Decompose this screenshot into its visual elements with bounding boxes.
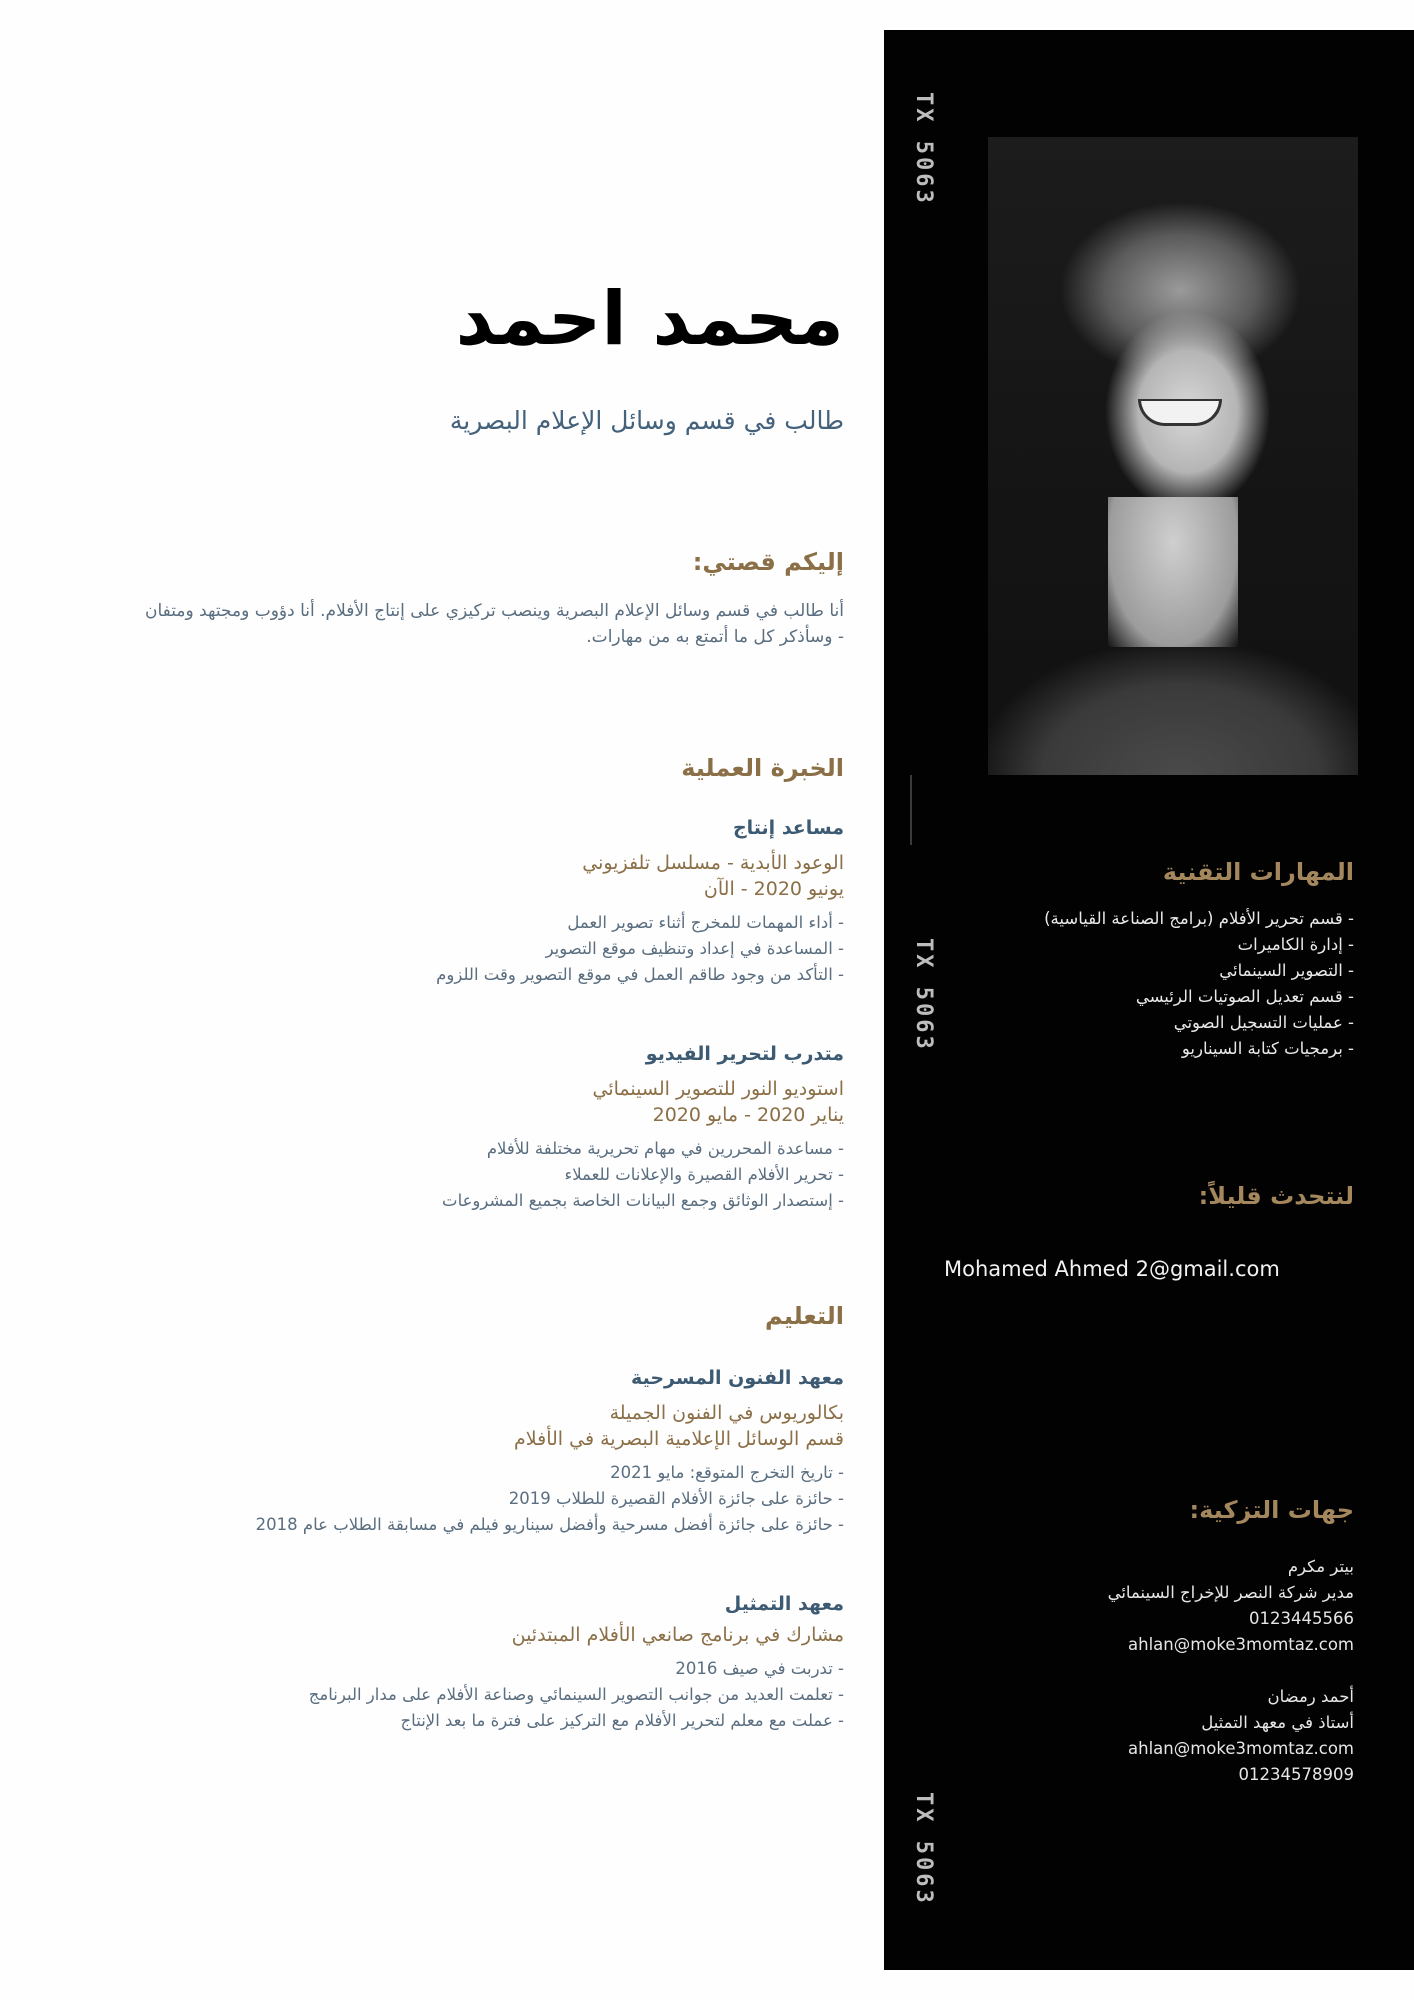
profile-photo <box>988 137 1358 775</box>
job-bullets <box>60 910 844 988</box>
job-entry <box>60 814 844 988</box>
tagline: طالب في قسم وسائل الإعلام البصرية <box>449 406 844 435</box>
skill-item: - برمجيات كتابة السيناريو <box>1181 1039 1354 1058</box>
film-marker: TX 5063 <box>911 1792 936 1906</box>
job-bullets <box>60 1136 844 1214</box>
spacer <box>1108 1658 1354 1684</box>
degree: مشارك في برنامج صانعي الأفلام المبتدئين <box>511 1624 844 1646</box>
education-bullets <box>60 1656 844 1734</box>
film-marker: TX 5063 <box>911 938 936 1052</box>
degree: بكالوريوس في الفنون الجميلة <box>609 1402 844 1424</box>
person-name: محمد احمد <box>455 276 844 362</box>
reference-email-link[interactable]: ahlan@moke3momtaz.com <box>1128 1635 1354 1654</box>
job-org: الوعود الأبدية - مسلسل تلفزيوني <box>582 852 844 874</box>
story-text <box>60 598 844 650</box>
education-bullets <box>60 1460 844 1538</box>
skills-list <box>1044 906 1354 1062</box>
reference-phone: 01234578909 <box>1238 1765 1354 1784</box>
bullet: - تاريخ التخرج المتوقع: مايو 2021 <box>610 1463 844 1482</box>
job-title: مساعد إنتاج <box>732 817 844 839</box>
bullet: - تحرير الأفلام القصيرة والإعلانات للعملاء <box>564 1165 844 1184</box>
job-dates: يونيو 2020 - الآن <box>703 878 844 900</box>
film-marker: TX 5063 <box>911 92 936 206</box>
sidebar-panel <box>884 30 1414 1970</box>
education-entry <box>60 1364 844 1538</box>
references-list <box>1108 1554 1354 1788</box>
reference-role: أستاذ في معهد التمثيل <box>1201 1713 1354 1732</box>
bullet: - التأكد من وجود طاقم العمل في موقع التصوير وقت اللزوم <box>436 965 844 984</box>
bullet: - حائزة على جائزة الأفلام القصيرة للطلاب 2019 <box>508 1489 844 1508</box>
skill-item: - عمليات التسجيل الصوتي <box>1173 1013 1354 1032</box>
bullet: - المساعدة في إعداد وتنظيف موقع التصوير <box>545 939 844 958</box>
school-name: معهد الفنون المسرحية <box>631 1367 844 1389</box>
film-scratch <box>910 775 912 845</box>
story-line: - وسأذكر كل ما أتمتع به من مهارات. <box>586 627 844 647</box>
education-entry <box>60 1590 844 1734</box>
skills-heading: المهارات التقنية <box>1162 858 1354 886</box>
experience-heading: الخبرة العملية <box>681 754 844 782</box>
bullet: - مساعدة المحررين في مهام تحريرية مختلفة للأفلام <box>486 1139 844 1158</box>
reference-name: أحمد رمضان <box>1267 1687 1354 1706</box>
school-name: معهد التمثيل <box>724 1593 844 1615</box>
reference-email-link[interactable]: ahlan@moke3momtaz.com <box>1128 1739 1354 1758</box>
references-heading: جهات التزكية: <box>1189 1496 1354 1524</box>
skill-item: - قسم تعديل الصوتيات الرئيسي <box>1135 987 1354 1006</box>
skill-item: - قسم تحرير الأفلام (برامج الصناعة القياسية) <box>1044 909 1354 928</box>
bullet: - حائزة على جائزة أفضل مسرحية وأفضل سيناريو فيلم في مسابقة الطلاب عام 2018 <box>255 1515 844 1534</box>
job-dates: يناير 2020 - مايو 2020 <box>652 1104 844 1126</box>
skill-item: - إدارة الكاميرات <box>1237 935 1354 954</box>
photo-smile <box>1138 399 1222 426</box>
photo-figure <box>1108 497 1238 647</box>
bullet: - إستصدار الوثائق وجمع البيانات الخاصة بجميع المشروعات <box>442 1191 844 1210</box>
bullet: - أداء المهمات للمخرج أثناء تصوير العمل <box>567 913 844 932</box>
job-org: استوديو النور للتصوير السينمائي <box>592 1078 844 1100</box>
job-entry <box>60 1040 844 1214</box>
department: قسم الوسائل الإعلامية البصرية في الأفلام <box>514 1428 844 1450</box>
bullet: - تدربت في صيف 2016 <box>675 1659 844 1678</box>
contact-heading: لنتحدث قليلاً: <box>1198 1182 1354 1210</box>
story-heading: إليكم قصتي: <box>692 548 844 576</box>
reference-role: مدير شركة النصر للإخراج السينمائي <box>1107 1583 1354 1602</box>
story-line: أنا طالب في قسم وسائل الإعلام البصرية وينصب تركيزي على إنتاج الأفلام. أنا دؤوب ومجتهد ومتفان <box>145 601 844 621</box>
reference-name: بيتر مكرم <box>1287 1557 1354 1576</box>
education-heading: التعليم <box>765 1302 844 1330</box>
reference-phone: 0123445566 <box>1249 1609 1354 1628</box>
contact-email-link[interactable]: Mohamed Ahmed 2@gmail.com <box>944 1257 1280 1281</box>
bullet: - عملت مع معلم لتحرير الأفلام مع التركيز على فترة ما بعد الإنتاج <box>400 1711 844 1730</box>
skill-item: - التصوير السينمائي <box>1219 961 1354 980</box>
job-title: متدرب لتحرير الفيديو <box>645 1043 844 1065</box>
bullet: - تعلمت العديد من جوانب التصوير السينمائي وصناعة الأفلام على مدار البرنامج <box>308 1685 844 1704</box>
